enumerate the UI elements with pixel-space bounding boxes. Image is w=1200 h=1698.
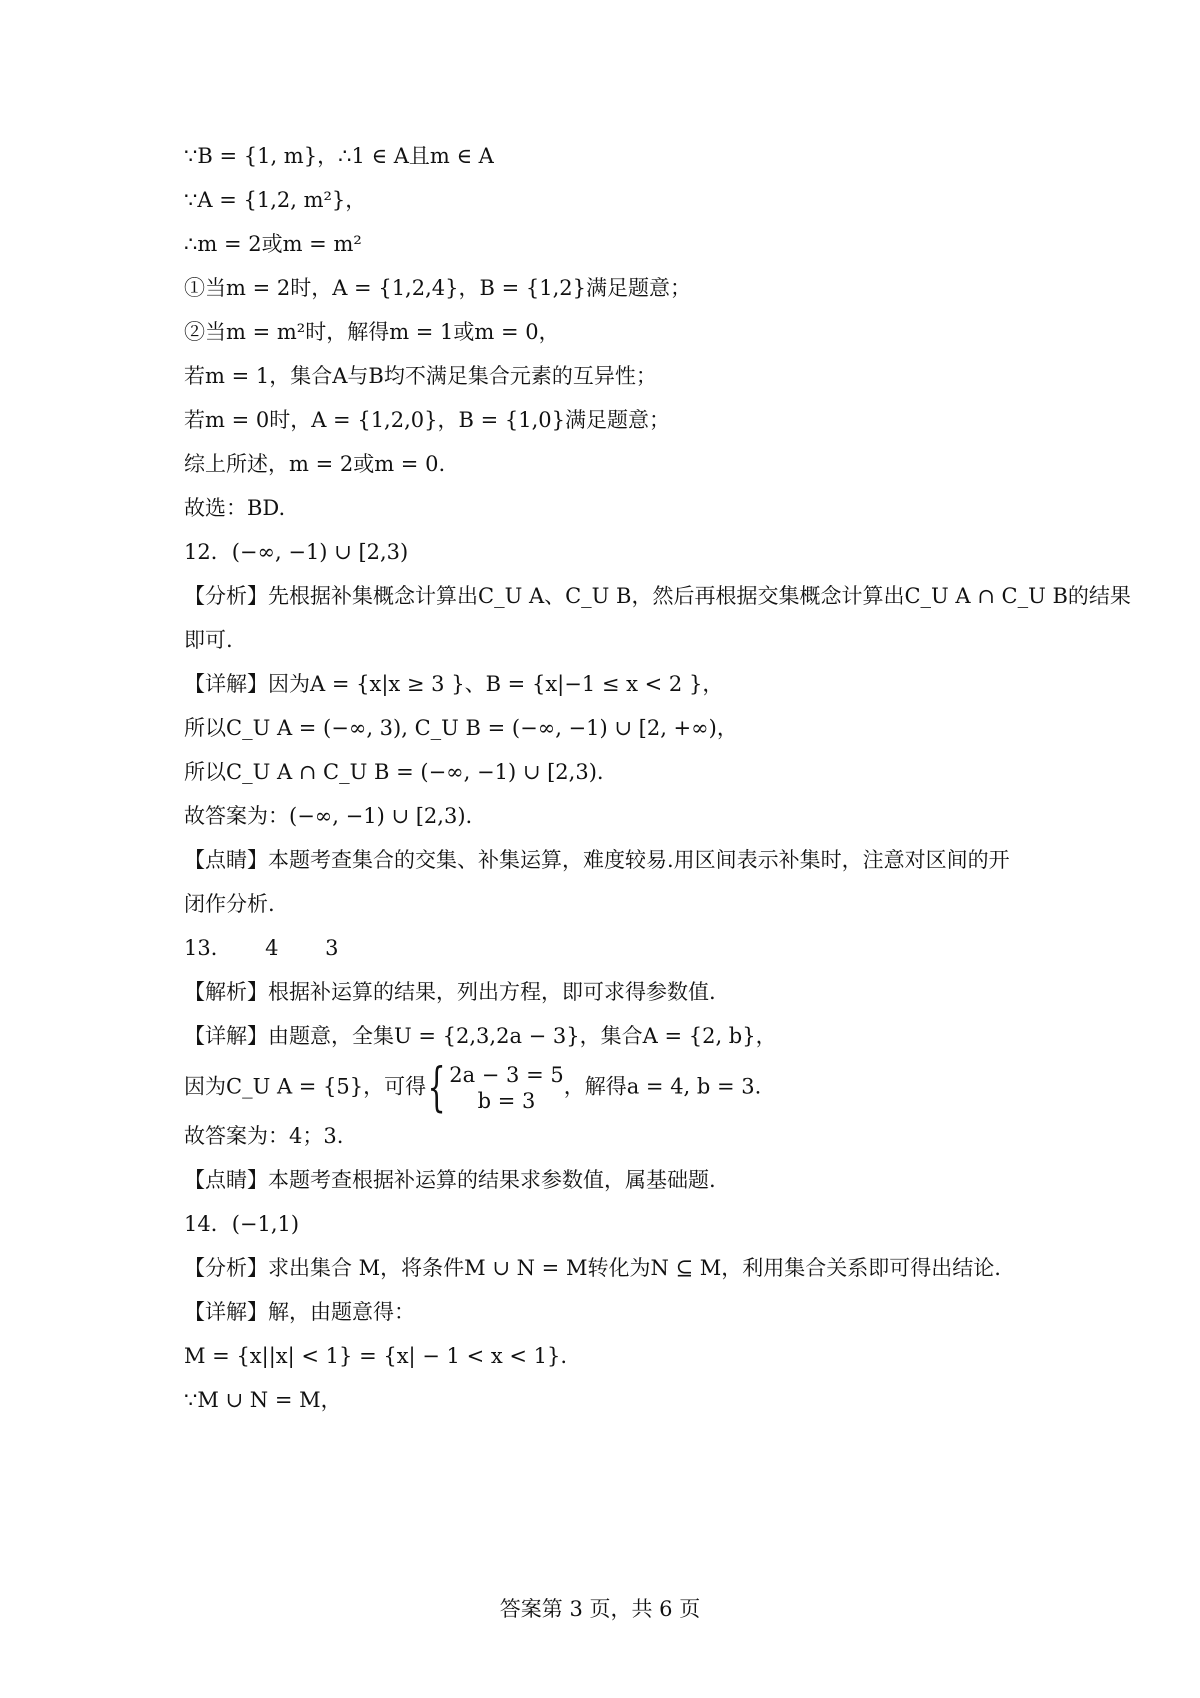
text-line: ∵B = {1, m}，∴1 ∈ A且m ∈ A	[184, 144, 494, 168]
text-line: 【分析】求出集合 M，将条件M ∪ N = M转化为N ⊆ M，利用集合关系即可得出结论.	[184, 1256, 1001, 1280]
equation-system-line	[184, 1058, 1060, 1118]
system-row-2: b = 3	[477, 1089, 536, 1113]
text-line: 【详解】因为A = {x|x ≥ 3 }、B = {x|−1 ≤ x < 2 }，	[184, 672, 724, 696]
text-line: M = {x||x| < 1} = {x| − 1 < x < 1}.	[184, 1344, 568, 1368]
system-row-1: 2a − 3 = 5	[449, 1063, 564, 1087]
left-brace: {	[427, 1058, 446, 1118]
equation-system	[426, 1058, 564, 1118]
text-line: ∵A = {1,2, m²}，	[184, 188, 367, 212]
text-line: ②当m = m²时，解得m = 1或m = 0，	[184, 320, 560, 344]
page-footer: 答案第 3 页，共 6 页	[499, 1597, 701, 1621]
text-line: 闭作分析.	[184, 892, 275, 916]
text-line: 所以C_U A = (−∞, 3), C_U B = (−∞, −1) ∪ [2, +∞)，	[184, 716, 738, 740]
system-suffix: ，解得a = 4, b = 3.	[563, 1074, 762, 1099]
text-line: 故选：BD.	[184, 496, 286, 520]
text-line: 所以C_U A ∩ C_U B = (−∞, −1) ∪ [2,3).	[184, 760, 604, 784]
question-14-heading: 14．(−1,1)	[184, 1212, 300, 1236]
text-line: 若m = 1，集合A与B均不满足集合元素的互异性；	[184, 364, 657, 388]
text-line: 若m = 0时，A = {1,2,0}，B = {1,0}满足题意；	[184, 408, 670, 432]
text-line: 【点睛】本题考查集合的交集、补集运算，难度较易.用区间表示补集时，注意对区间的开	[184, 848, 1010, 872]
system-prefix: 因为C_U A = {5}，可得	[184, 1074, 427, 1099]
text-line: 【点睛】本题考查根据补运算的结果求参数值，属基础题.	[184, 1168, 716, 1192]
text-line: 故答案为：(−∞, −1) ∪ [2,3).	[184, 804, 473, 828]
question-13-heading: 13． 4 3	[184, 936, 339, 960]
text-line: 综上所述，m = 2或m = 0.	[184, 452, 446, 476]
text-line: ∵M ∪ N = M，	[184, 1388, 342, 1412]
text-line: 【详解】由题意，全集U = {2,3,2a − 3}，集合A = {2, b}，	[184, 1024, 777, 1048]
text-line: 【详解】解，由题意得：	[184, 1300, 415, 1324]
text-line: 【分析】先根据补集概念计算出C_U A、C_U B，然后再根据交集概念计算出C_U A ∩ C_U B的结果	[184, 584, 1131, 608]
question-12-heading: 12．(−∞, −1) ∪ [2,3)	[184, 540, 409, 564]
text-line: 【解析】根据补运算的结果，列出方程，即可求得参数值.	[184, 980, 716, 1004]
text-line: ∴m = 2或m = m²	[184, 232, 362, 256]
text-line: 故答案为：4；3.	[184, 1124, 344, 1148]
text-line: ①当m = 2时，A = {1,2,4}，B = {1,2}满足题意；	[184, 276, 691, 300]
text-line: 即可.	[184, 628, 233, 652]
